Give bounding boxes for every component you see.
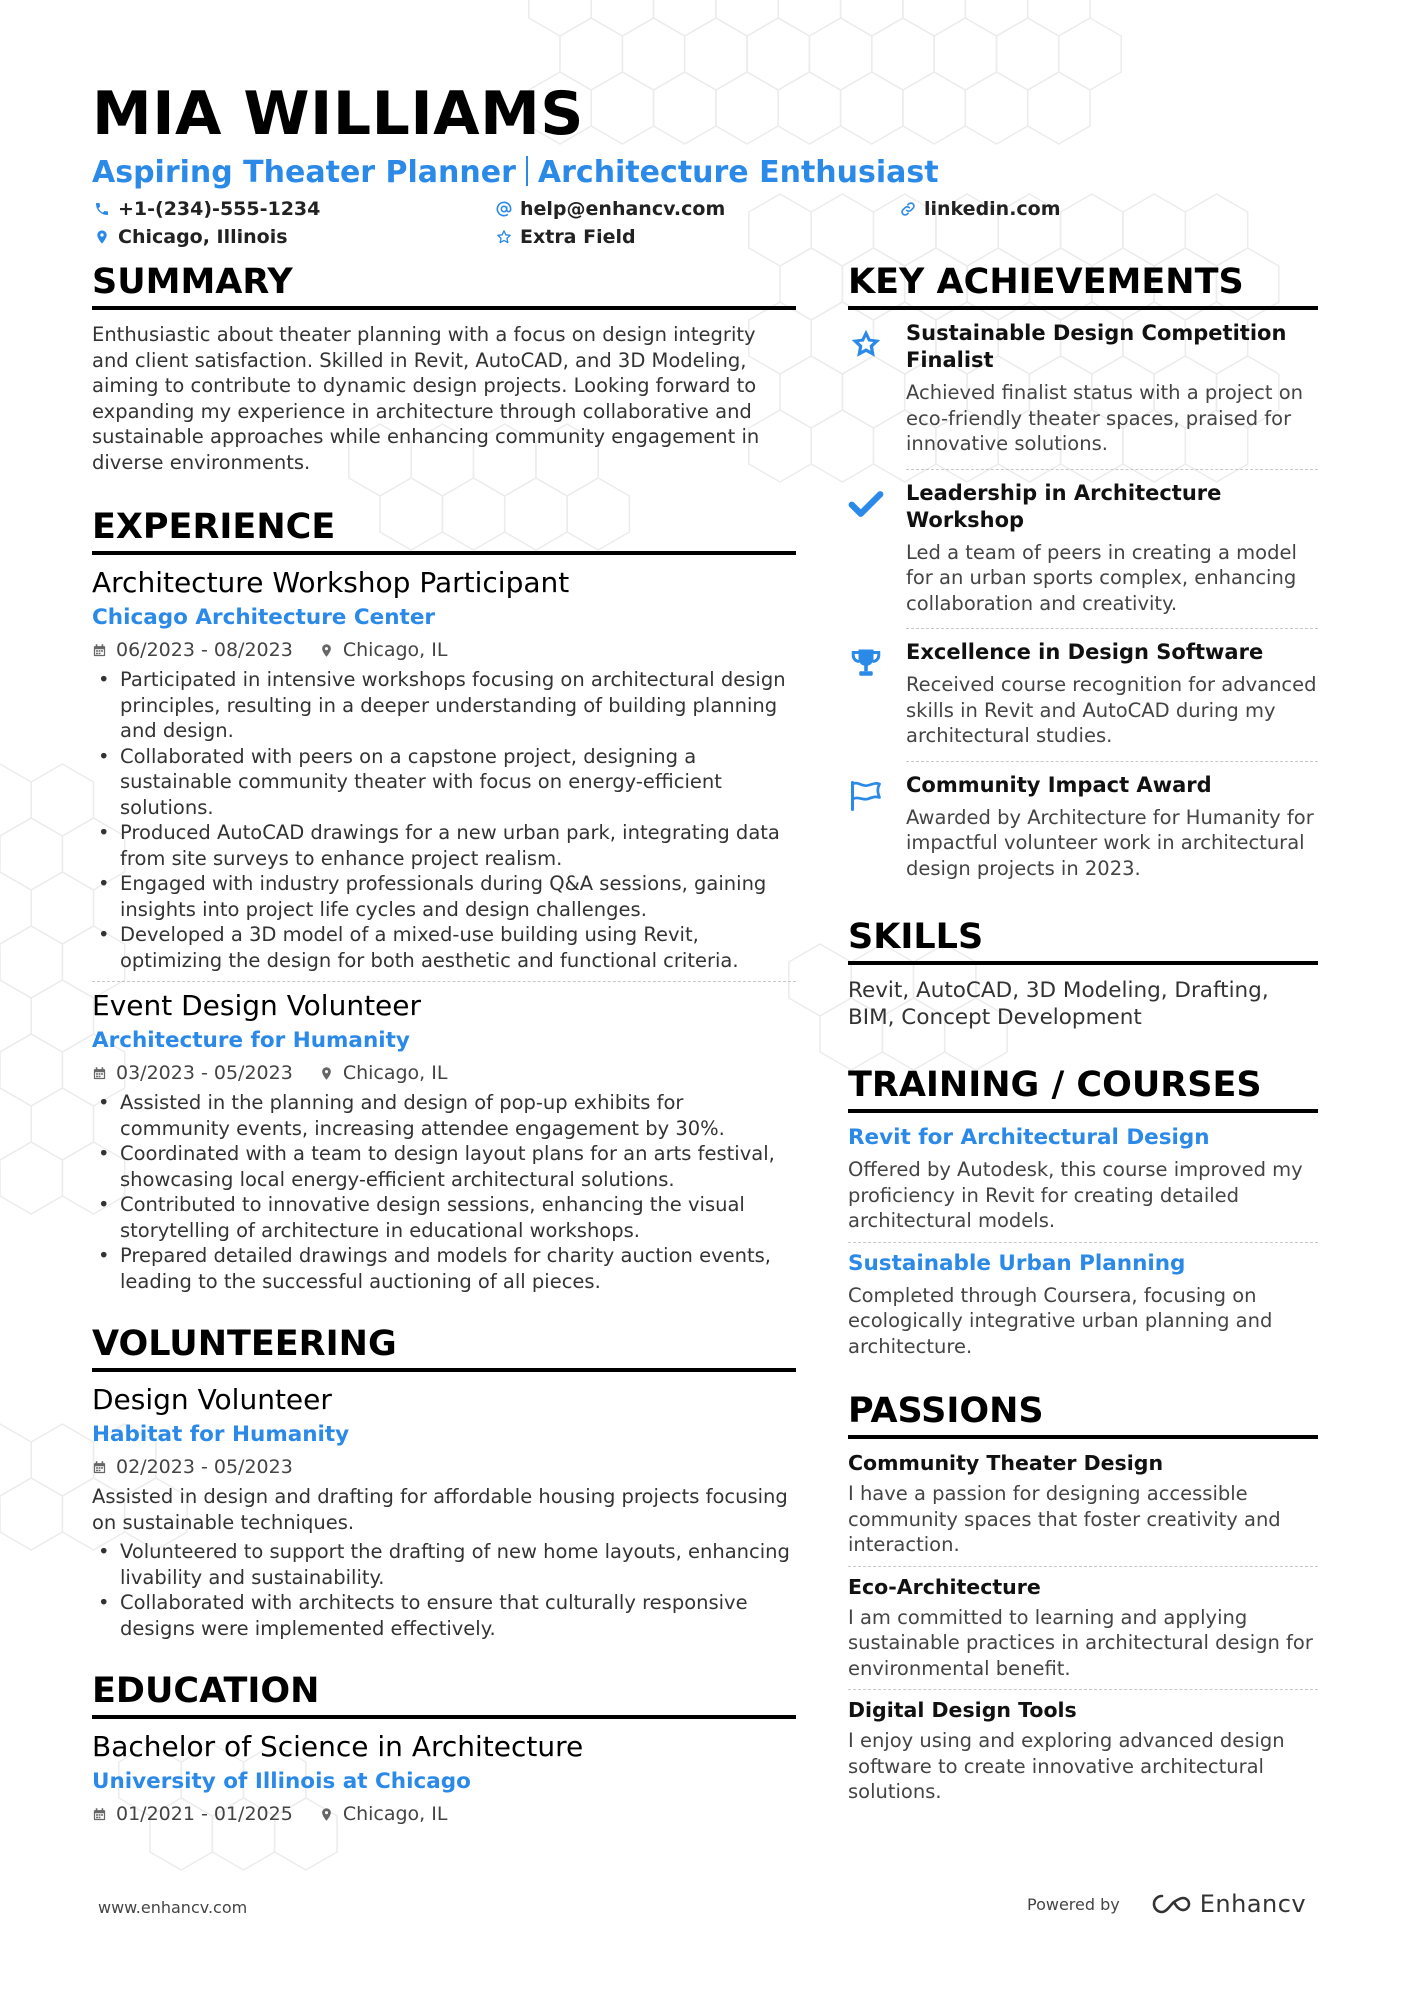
education-degree: Bachelor of Science in Architecture xyxy=(92,1730,584,1763)
course-item xyxy=(848,1123,1318,1234)
location-pin-icon xyxy=(319,1066,334,1081)
bullet-item: • Volunteered to support the drafting of new home layouts, enhancing livability and sustainability. xyxy=(92,1539,796,1590)
location-text: Chicago, IL xyxy=(342,1062,448,1084)
education-school[interactable]: University of Illinois at Chicago xyxy=(92,1769,471,1794)
volunteering-dates xyxy=(92,1454,293,1480)
bullet-item: • Coordinated with a team to design layout plans for an arts festival, showcasing local energy-efficient architectural solutions. xyxy=(92,1141,796,1192)
training-section xyxy=(848,1063,1318,1359)
experience-role: Event Design Volunteer xyxy=(92,989,422,1022)
passion-title: Community Theater Design xyxy=(848,1451,1164,1475)
achievement-body xyxy=(906,772,1318,882)
dates-text: 01/2021 - 01/2025 xyxy=(116,1803,293,1825)
entry-divider xyxy=(848,1689,1318,1690)
title-part-2: Architecture Enthusiast xyxy=(537,155,939,190)
star-outline-icon xyxy=(496,229,512,245)
course-description: Offered by Autodesk, this course improved my proficiency in Revit for creating detailed architectural models. xyxy=(848,1158,1303,1232)
course-description: Completed through Coursera, focusing on ecologically integrative urban planning and architecture. xyxy=(848,1283,1273,1358)
experience-bullets xyxy=(92,667,796,973)
bullet-item: • Contributed to innovative design sessions, enhancing the visual storytelling of architecture in educational workshops. xyxy=(92,1192,796,1243)
experience-entry xyxy=(92,565,796,973)
candidate-name: MIA WILLIAMS xyxy=(92,79,585,149)
experience-meta xyxy=(92,1060,796,1086)
experience-organization[interactable]: Architecture for Humanity xyxy=(92,1028,410,1053)
bullet-item: • Collaborated with peers on a capstone project, designing a sustainable community theater with focus on energy-efficient solutions. xyxy=(92,744,796,821)
flag-icon xyxy=(848,778,884,814)
email-text: help@enhancv.com xyxy=(520,198,726,220)
experience-location xyxy=(319,1060,448,1086)
passion-description: I am committed to learning and applying sustainable practices in architectural design for environmental benefit. xyxy=(848,1605,1313,1680)
location-text: Chicago, IL xyxy=(342,639,448,661)
brand-logo xyxy=(1148,1890,1306,1918)
brand-name: Enhancv xyxy=(1199,1890,1307,1918)
education-location xyxy=(319,1801,448,1827)
star-icon xyxy=(848,326,884,362)
skills-heading: SKILLS xyxy=(848,915,1318,965)
dates-text: 06/2023 - 08/2023 xyxy=(116,639,293,661)
footer-branding[interactable] xyxy=(1027,1890,1306,1918)
passion-description: I enjoy using and exploring advanced design software to create innovative architectural solutions. xyxy=(848,1729,1285,1803)
passion-item xyxy=(848,1696,1318,1805)
course-title[interactable]: Sustainable Urban Planning xyxy=(848,1250,1186,1276)
bullet-item: • Collaborated with architects to ensure that culturally responsive designs were implemented effectively. xyxy=(92,1590,796,1641)
achievement-title: Community Impact Award xyxy=(906,772,1212,797)
achievement-item xyxy=(848,633,1318,755)
achievement-body xyxy=(906,480,1318,617)
left-column xyxy=(92,260,796,1857)
passion-description: I have a passion for designing accessible community spaces that foster creativity and interaction. xyxy=(848,1482,1281,1556)
bullet-item: • Prepared detailed drawings and models for charity auction events, leading to the successful auctioning of all pieces. xyxy=(92,1243,796,1294)
link-icon xyxy=(900,201,916,217)
volunteering-description: Assisted in design and drafting for affordable housing projects focusing on sustainable techniques. xyxy=(92,1485,788,1534)
contact-phone[interactable] xyxy=(94,198,320,220)
course-item xyxy=(848,1249,1318,1360)
bullet-item: • Developed a 3D model of a mixed-use building using Revit, optimizing the design for both aesthetic and functional criteria. xyxy=(92,922,796,973)
achievement-body xyxy=(906,639,1318,749)
bullet-item: • Engaged with industry professionals during Q&A sessions, gaining insights into project life cycles and design challenges. xyxy=(92,871,796,922)
entry-divider xyxy=(848,1566,1318,1567)
calendar-icon xyxy=(92,1460,107,1475)
achievements-section xyxy=(848,260,1318,887)
volunteering-section xyxy=(92,1322,796,1641)
volunteering-role: Design Volunteer xyxy=(92,1383,332,1416)
volunteering-heading: VOLUNTEERING xyxy=(92,1322,796,1372)
location-pin-icon xyxy=(94,229,110,245)
achievement-icon-wrap xyxy=(848,772,906,882)
location-text: Chicago, IL xyxy=(342,1803,448,1825)
volunteering-bullets xyxy=(92,1539,796,1641)
contact-location xyxy=(94,226,288,248)
bullet-item: • Produced AutoCAD drawings for a new urban park, integrating data from site surveys to enhance project realism. xyxy=(92,820,796,871)
achievement-icon-wrap xyxy=(848,480,906,617)
volunteering-organization[interactable]: Habitat for Humanity xyxy=(92,1422,350,1447)
education-dates xyxy=(92,1801,293,1827)
achievement-item xyxy=(848,766,1318,888)
achievement-title: Leadership in Architecture Workshop xyxy=(906,480,1222,532)
right-column xyxy=(848,260,1318,1835)
dates-text: 03/2023 - 05/2023 xyxy=(116,1062,293,1084)
experience-dates xyxy=(92,1060,293,1086)
linkedin-text: linkedin.com xyxy=(924,198,1061,220)
education-heading: EDUCATION xyxy=(92,1669,796,1719)
skills-text: Revit, AutoCAD, 3D Modeling, Drafting, BIM, Concept Development xyxy=(848,978,1269,1030)
checkmark-icon xyxy=(848,486,884,522)
experience-location xyxy=(319,637,448,663)
skills-section xyxy=(848,915,1318,1031)
contact-info xyxy=(92,198,1322,258)
entry-divider xyxy=(906,469,1318,470)
achievements-heading: KEY ACHIEVEMENTS xyxy=(848,260,1318,310)
calendar-icon xyxy=(92,643,107,658)
experience-role: Architecture Workshop Participant xyxy=(92,566,570,599)
achievement-icon-wrap xyxy=(848,639,906,749)
education-meta xyxy=(92,1801,796,1827)
contact-extra-field xyxy=(496,226,636,248)
contact-linkedin[interactable] xyxy=(900,198,1061,220)
bullet-item: • Assisted in the planning and design of pop-up exhibits for community events, increasing attendee engagement by 30%. xyxy=(92,1090,796,1141)
passion-title: Eco-Architecture xyxy=(848,1574,1041,1599)
achievement-description: Received course recognition for advanced skills in Revit and AutoCAD during my architectural studies. xyxy=(906,673,1317,747)
experience-organization[interactable]: Chicago Architecture Center xyxy=(92,605,436,630)
achievement-body xyxy=(906,320,1318,457)
achievement-title: Excellence in Design Software xyxy=(906,640,1264,664)
extra-field-text: Extra Field xyxy=(520,226,636,248)
experience-heading: EXPERIENCE xyxy=(92,505,796,555)
title-part-1: Aspiring Theater Planner xyxy=(92,155,516,190)
experience-section xyxy=(92,505,796,1294)
achievement-title: Sustainable Design Competition Finalist xyxy=(906,321,1287,372)
resume-header xyxy=(92,78,1322,258)
passions-section xyxy=(848,1389,1318,1805)
summary-heading: SUMMARY xyxy=(92,260,796,310)
passion-title: Digital Design Tools xyxy=(848,1698,1077,1722)
calendar-icon xyxy=(92,1807,107,1822)
course-title[interactable]: Revit for Architectural Design xyxy=(848,1125,1210,1150)
education-section xyxy=(92,1669,796,1827)
entry-divider xyxy=(906,628,1318,629)
volunteering-meta xyxy=(92,1454,796,1480)
entry-divider xyxy=(92,981,796,982)
achievement-description: Awarded by Architecture for Humanity for impactful volunteer work in architectural design projects in 2023. xyxy=(906,805,1314,880)
passions-heading: PASSIONS xyxy=(848,1389,1318,1439)
calendar-icon xyxy=(92,1066,107,1081)
enhancv-logo-icon xyxy=(1148,1891,1194,1917)
footer-website[interactable]: www.enhancv.com xyxy=(98,1898,248,1917)
achievement-item xyxy=(848,474,1318,623)
summary-text: Enthusiastic about theater planning with a focus on design integrity and client satisfaction. Skilled in Revit, AutoCAD, and 3D Modeling, aiming to contribute to dynamic design projects. Looking forward to expanding my experience in architecture through collaborative and sustainable approaches while enhancing community engagement in diverse environments. xyxy=(92,323,760,474)
experience-entry xyxy=(92,988,796,1294)
dates-text: 02/2023 - 05/2023 xyxy=(116,1456,293,1478)
at-sign-icon xyxy=(496,201,512,217)
experience-meta xyxy=(92,637,796,663)
location-pin-icon xyxy=(319,643,334,658)
summary-section xyxy=(92,260,796,475)
experience-dates xyxy=(92,637,293,663)
passion-item xyxy=(848,1573,1318,1682)
trophy-icon xyxy=(848,645,884,681)
title-separator xyxy=(526,156,528,186)
training-heading: TRAINING / COURSES xyxy=(848,1063,1318,1113)
achievement-item xyxy=(848,310,1318,463)
passion-item xyxy=(848,1449,1318,1558)
location-text: Chicago, Illinois xyxy=(118,226,288,248)
entry-divider xyxy=(848,1242,1318,1243)
powered-by-text: Powered by xyxy=(1027,1894,1120,1914)
contact-email[interactable] xyxy=(496,198,725,220)
candidate-title xyxy=(92,154,1322,192)
achievement-description: Achieved finalist status with a project on eco-friendly theater spaces, praised for innovative solutions. xyxy=(906,381,1304,455)
bullet-item: • Participated in intensive workshops focusing on architectural design principles, resulting in a deeper understanding of building planning and design. xyxy=(92,667,796,744)
location-pin-icon xyxy=(319,1807,334,1822)
entry-divider xyxy=(906,761,1318,762)
phone-text: +1-(234)-555-1234 xyxy=(118,198,321,220)
achievement-icon-wrap xyxy=(848,320,906,457)
experience-bullets xyxy=(92,1090,796,1294)
achievement-description: Led a team of peers in creating a model for an urban sports complex, enhancing collaboration and creativity. xyxy=(906,540,1297,615)
phone-icon xyxy=(94,201,110,217)
